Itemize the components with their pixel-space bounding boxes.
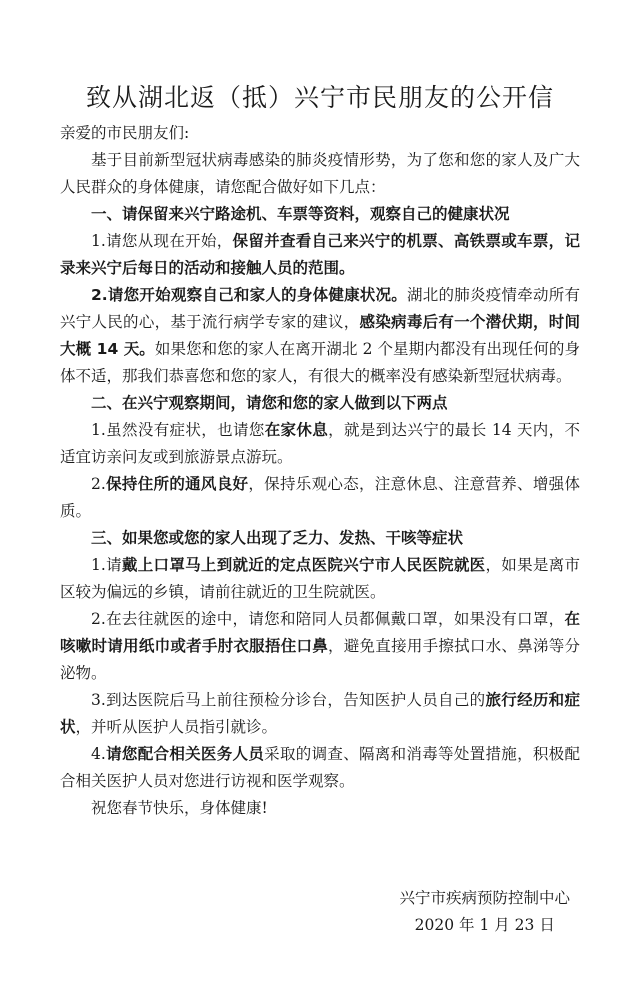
section-3-item-4-text-c: 采取的调查、隔离和消毒等处置措施，积极配合相关医护人员对您进行访视和医学观察。 bbox=[60, 745, 580, 790]
section-2-item-2-text-a: 2. bbox=[91, 475, 106, 493]
intro-paragraph: 基于目前新型冠状病毒感染的肺炎疫情形势，为了您和您的家人及广大人民群众的身体健康，请您配合做好如下几点： bbox=[60, 151, 580, 196]
section-3-item-2-bold: 在咳嗽时请用纸巾或者手肘衣服捂住口鼻 bbox=[60, 610, 580, 655]
section-3-item-3-text-a: 3.到达医院后马上前往预检分诊台，告知医护人员自己的 bbox=[91, 691, 486, 709]
section-1-item-2-text-b: 湖北的肺炎疫情牵动所有兴宁人民的心，基于流行病学专家的建议， bbox=[60, 286, 580, 331]
section-1-item-1-bold: 保留并查看自己来兴宁的机票、高铁票或车票，记录来兴宁后每日的活动和接触人员的范围。 bbox=[60, 232, 580, 277]
signature-block bbox=[399, 885, 570, 939]
section-2-item-2 bbox=[60, 471, 580, 525]
section-3-item-1-bold: 戴上口罩马上到就近的定点医院兴宁市人民医院就医 bbox=[121, 556, 486, 574]
section-1-item-2-text-d: 如果您和您的家人在离开湖北 2 个星期内都没有出现任何的身体不适，那我们恭喜您和您的家人，有很大的概率没有感染新型冠状病毒。 bbox=[60, 340, 581, 385]
section-3-item-4 bbox=[60, 741, 580, 795]
section-2-item-1-text-c: ，就是到达兴宁的最长 14 天内，不适宜访亲问友或到旅游景点游玩。 bbox=[60, 421, 580, 466]
section-1-heading: 一、请保留来兴宁路途机、车票等资料，观察自己的健康状况 bbox=[91, 205, 510, 223]
section-1-item-2-bold-a: 2.请您开始观察自己和家人的身体健康状况。 bbox=[91, 286, 408, 304]
section-1-item-2 bbox=[60, 282, 580, 390]
section-3-item-2 bbox=[60, 606, 580, 687]
section-3-item-4-bold: 请您配合相关医务人员 bbox=[105, 745, 265, 763]
section-2-item-2-text-c: ，保持乐观心态，注意休息、注意营养、增强体质。 bbox=[60, 475, 580, 520]
section-1-item-2-bold-c: 感染病毒后有一个潜伏期，时间大概 14 天。 bbox=[60, 313, 580, 358]
section-2-item-2-bold: 保持住所的通风良好 bbox=[105, 475, 249, 493]
closing-line: 祝您春节快乐，身体健康! bbox=[91, 799, 268, 817]
signature-date: 2020 年 1 月 23 日 bbox=[414, 916, 555, 934]
section-3-item-3 bbox=[60, 687, 580, 741]
section-2-item-1-bold: 在家休息 bbox=[264, 421, 329, 439]
section-3-item-3-bold: 旅行经历和症状 bbox=[60, 691, 580, 736]
letter-title: 致从湖北返（抵）兴宁市民朋友的公开信 bbox=[85, 83, 554, 112]
section-3-item-2-text-c: ，避免直接用手擦拭口水、鼻涕等分泌物。 bbox=[60, 637, 580, 682]
section-3-item-4-text-a: 4. bbox=[91, 745, 106, 763]
section-3-item-1-text-a: 1.请 bbox=[91, 556, 122, 574]
section-1-item-1-text: 1.请您从现在开始， bbox=[91, 232, 233, 250]
section-3-item-1 bbox=[60, 552, 580, 606]
section-1-item-1 bbox=[60, 228, 580, 282]
section-3-item-2-text-a: 2.在去往就医的途中，请您和陪同人员都佩戴口罩，如果没有口罩， bbox=[91, 610, 565, 628]
section-2-heading: 二、在兴宁观察期间，请您和您的家人做到以下两点 bbox=[91, 394, 448, 412]
section-3-item-3-text-c: ，并听从医护人员指引就诊。 bbox=[75, 718, 278, 736]
signature-org: 兴宁市疾病预防控制中心 bbox=[399, 889, 570, 907]
section-3-item-1-text-c: ，如果是离市区较为偏远的乡镇，请前往就近的卫生院就医。 bbox=[60, 556, 580, 601]
letter-body bbox=[60, 120, 580, 822]
section-3-heading: 三、如果您或您的家人出现了乏力、发热、干咳等症状 bbox=[91, 529, 464, 547]
greeting: 亲爱的市民朋友们: bbox=[60, 124, 190, 142]
section-2-item-1-text-a: 1.虽然没有症状，也请您 bbox=[91, 421, 265, 439]
section-2-item-1 bbox=[60, 417, 580, 471]
